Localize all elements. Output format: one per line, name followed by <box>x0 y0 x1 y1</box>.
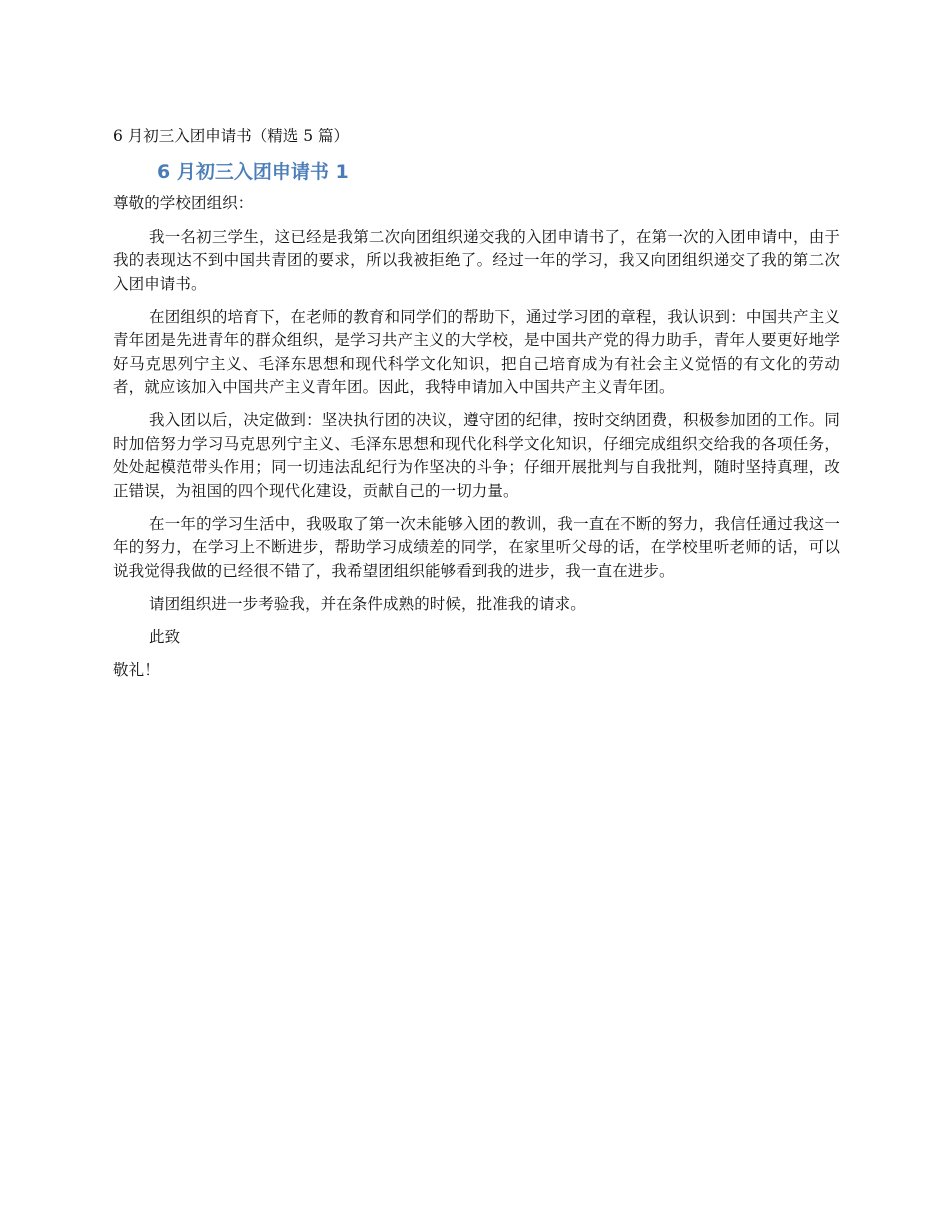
document-title: 6 月初三入团申请书（精选 5 篇） <box>113 127 350 145</box>
body-paragraph-5: 请团组织进一步考验我，并在条件成熟的时候，批准我的请求。 <box>149 594 586 613</box>
document-page <box>113 124 840 692</box>
body-paragraph-2: 在团组织的培育下，在老师的教育和同学们的帮助下，通过学习团的章程，我认识到：中国共产主义青年团是先进青年的群众组织，是学习共产主义的大学校，是中国共产党的得力助手，青年人要更好地学好马克思列宁主义、毛泽东思想和现代科学文化知识，把自己培育成为有社会主义觉悟的有文化的劳动者，就应该加入中国共产主义青年团。因此，我特申请加入中国共产主义青年团。 <box>113 307 840 396</box>
body-paragraph-3: 我入团以后，决定做到：坚决执行团的决议，遵守团的纪律，按时交纳团费，积极参加团的工作。同时加倍努力学习马克思列宁主义、毛泽东思想和现代化科学文化知识，仔细完成组织交给我的各项任务，处处起模范带头作用；同一切违法乱纪行为作坚决的斗争；仔细开展批判与自我批判，随时坚持真理，改正错误，为祖国的四个现代化建设，贡献自己的一切力量。 <box>113 411 840 500</box>
body-paragraph-1: 我一名初三学生，这已经是我第二次向团组织递交我的入团申请书了，在第一次的入团申请中，由于我的表现达不到中国共青团的要求，所以我被拒绝了。经过一年的学习，我又向团组织递交了我的第二次入团申请书。 <box>113 227 840 293</box>
body-paragraph-4: 在一年的学习生活中，我吸取了第一次未能够入团的教训，我一直在不断的努力，我信任通过我这一年的努力，在学习上不断进步，帮助学习成绩差的同学，在家里听父母的话，在学校里听老师的话，可以说我觉得我做的已经很不错了，我希望团组织能够看到我的进步，我一直在进步。 <box>113 514 840 580</box>
section-heading: 6 月初三入团申请书 1 <box>157 161 349 183</box>
salutation: 尊敬的学校团组织： <box>113 194 254 212</box>
regards-line: 敬礼！ <box>113 660 160 679</box>
closing-line: 此致 <box>149 627 181 646</box>
